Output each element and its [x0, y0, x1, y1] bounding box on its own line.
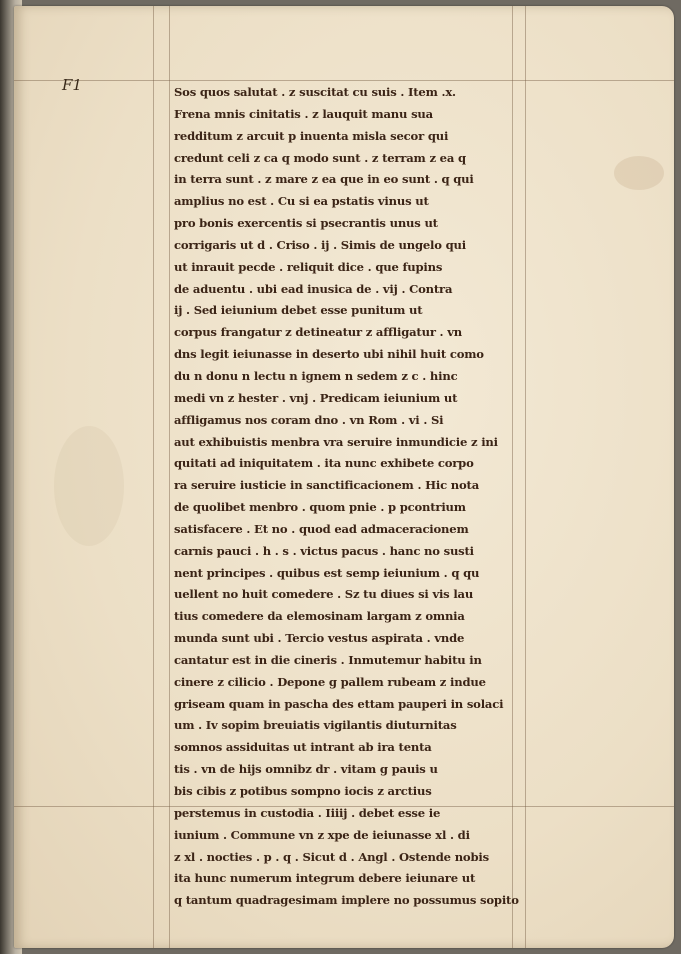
text-line: carnis pauci . h . s . victus pacus . hanc no susti	[174, 543, 474, 558]
folio-number: F1	[62, 76, 82, 94]
text-line: corrigaris ut d . Criso . ij . Simis de ungelo qui	[174, 237, 466, 252]
manuscript-text-block	[174, 82, 530, 912]
page-stain	[54, 426, 124, 546]
page-stain	[614, 156, 664, 190]
text-line: redditum z arcuit p inuenta misla secor qui	[174, 128, 449, 143]
text-line: medi vn z hester . vnj . Predicam ieiunium ut	[174, 390, 458, 405]
text-line: dns legit ieiunasse in deserto ubi nihil huit como	[174, 347, 484, 362]
text-line: ita hunc numerum integrum debere ieiunare ut	[174, 871, 476, 886]
text-line: affligamus nos coram dno . vn Rom . vi . Si	[174, 412, 444, 427]
text-line: um . Iv sopim breuiatis vigilantis diuturnitas	[174, 718, 457, 733]
text-line: pro bonis exercentis si psecrantis unus ut	[174, 216, 438, 231]
text-line: bis cibis z potibus sompno iocis z arctius	[174, 784, 432, 798]
text-line: ra seruire iusticie in sanctificacionem . Hic nota	[174, 478, 480, 493]
text-line: griseam quam in pascha des ettam pauperi in solaci	[174, 696, 504, 711]
text-line: tius comedere da elemosinam largam z omnia	[174, 609, 465, 624]
text-line: z xl . nocties . p . q . Sicut d . Angl . Ostende nobis	[174, 849, 489, 864]
text-line: ij . Sed ieiunium debet esse punitum ut	[174, 303, 423, 318]
text-line: uellent no huit comedere . Sz tu diues si vis lau	[174, 587, 474, 602]
text-line: corpus frangatur z detineatur z affligatur . vn	[174, 325, 462, 340]
text-line: somnos assiduitas ut intrant ab ira tenta	[174, 740, 432, 755]
text-line: perstemus in custodia . Iiiij . debet esse ie	[174, 805, 441, 820]
text-line: ut inrauit pecde . reliquit dice . que fupins	[174, 259, 443, 274]
text-line: quitati ad iniquitatem . ita nunc exhibete corpo	[174, 456, 474, 471]
manuscript-page	[14, 6, 674, 948]
text-line: cinere z cilicio . Depone g pallem rubeam z indue	[174, 674, 486, 689]
text-line: cantatur est in die cineris . Inmutemur habitu in	[174, 652, 482, 667]
text-line: in terra sunt . z mare z ea que in eo sunt . q qui	[174, 172, 474, 187]
text-line: Frena mnis cinitatis . z lauquit manu sua	[174, 106, 433, 121]
ruling-line-top	[14, 80, 674, 81]
text-line: q tantum quadragesimam implere no possumus sopito	[174, 893, 519, 908]
text-line: credunt celi z ca q modo sunt . z terram z ea q	[174, 150, 466, 165]
text-line: munda sunt ubi . Tercio vestus aspirata . vnde	[174, 631, 465, 646]
text-line: tis . vn de hijs omnibz dr . vitam g pauis u	[174, 762, 438, 777]
text-line: de aduentu . ubi ead inusica de . vij . Contra	[174, 281, 453, 296]
text-line: Sos quos salutat . z suscitat cu suis . Item .x.	[174, 85, 456, 99]
text-line: amplius no est . Cu si ea pstatis vinus ut	[174, 194, 429, 209]
text-line: de quolibet menbro . quom pnie . p pcontrium	[174, 500, 466, 515]
text-line: iunium . Commune vn z xpe de ieiunasse xl . di	[174, 827, 470, 842]
text-line: du n donu n lectu n ignem n sedem z c . hinc	[174, 368, 458, 383]
text-line: satisfacere . Et no . quod ead admaceracionem	[174, 521, 469, 536]
text-line: nent principes . quibus est semp ieiunium . q qu	[174, 565, 480, 580]
text-line: aut exhibuistis menbra vra seruire inmundicie z ini	[174, 434, 498, 449]
